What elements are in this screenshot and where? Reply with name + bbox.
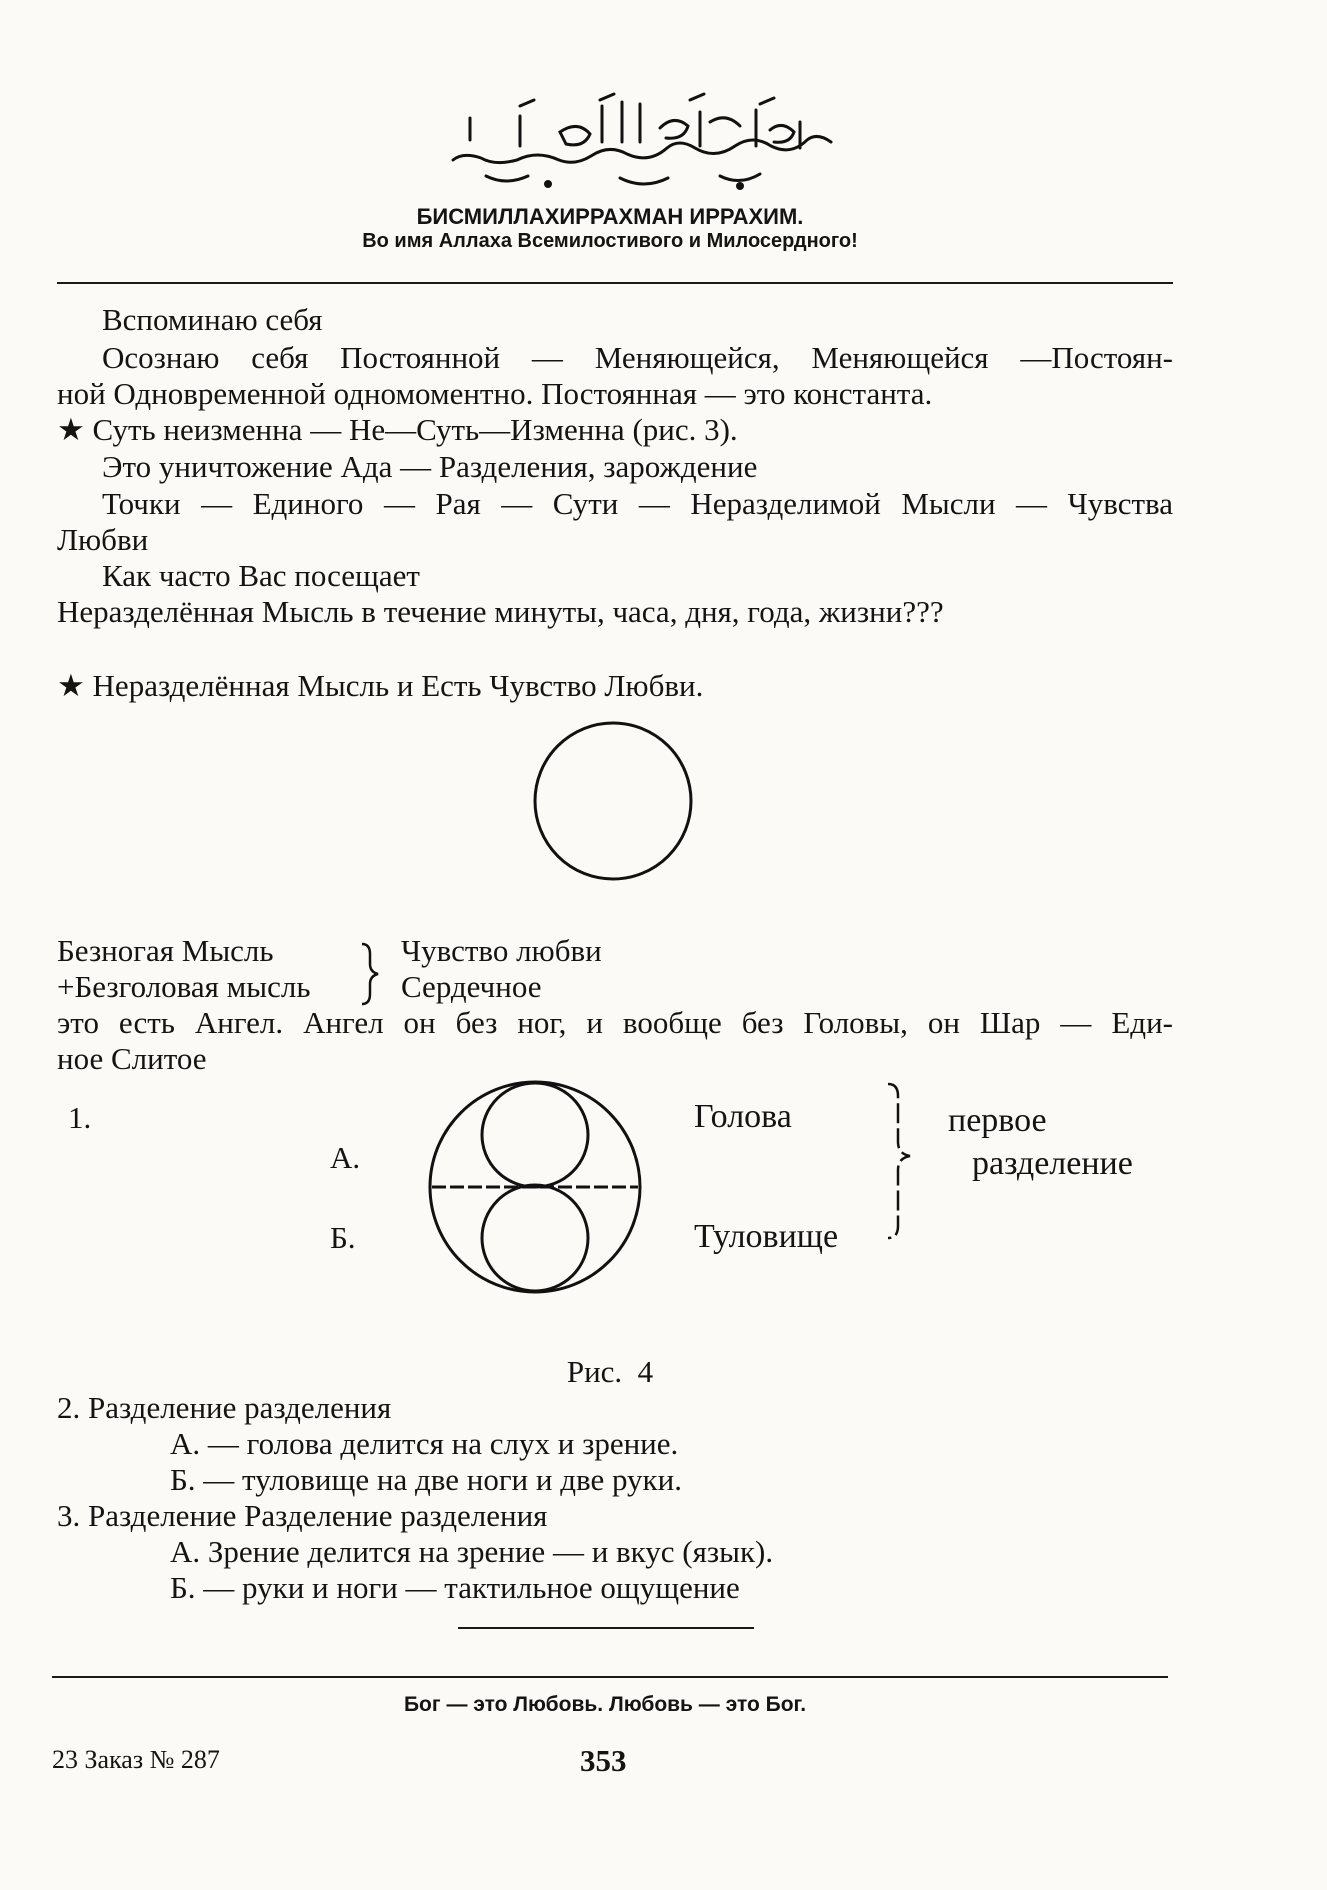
- figure-torso-label: Туловище: [694, 1218, 839, 1255]
- figure-number: 1.: [68, 1100, 92, 1135]
- bracket-left-line: Безногая Мысль: [57, 933, 274, 968]
- footer-motto: Бог — это Любовь. Любовь — это Бог.: [403, 1693, 807, 1716]
- body-line: Осознаю себя Постоянной — Меняющейся, Меняющейся —Постоян-: [102, 340, 1173, 375]
- angel-line: это есть Ангел. Ангел он без ног, и вообще без Головы, он Шар — Еди-: [57, 1005, 1173, 1040]
- section-end-rule: [458, 1627, 754, 1629]
- figure-caption: Рис. 4: [566, 1354, 654, 1389]
- list-item: Б. — туловище на две ноги и две руки.: [170, 1462, 682, 1497]
- body-line: Как часто Вас посещает: [102, 558, 420, 593]
- body-line-star: ★ Неразделённая Мысль и Есть Чувство Любви.: [57, 668, 704, 703]
- page-number: 353: [580, 1743, 627, 1778]
- list-item: А. Зрение делится на зрение — и вкус (язык).: [170, 1534, 774, 1569]
- body-line: Любви: [57, 522, 149, 557]
- list-item: 3. Разделение Разделение разделения: [57, 1498, 548, 1533]
- figure-division-label-2: разделение: [972, 1145, 1133, 1182]
- body-line: Неразделённая Мысль в течение минуты, часа, дня, года, жизни???: [57, 594, 944, 629]
- body-line-star: ★ Суть неизменна — Не—Суть—Изменна (рис. 3).: [57, 412, 738, 447]
- bracket-left-line: +Безголовая мысль: [57, 969, 311, 1004]
- figure-division-label-1: первое: [948, 1102, 1047, 1139]
- figure-label-a: А.: [330, 1140, 361, 1175]
- body-line: Вспоминаю себя: [102, 302, 323, 337]
- figure-label-b: Б.: [330, 1220, 356, 1255]
- body-line: ной Одновременной одномоментно. Постоянная — это константа.: [57, 376, 933, 411]
- header-transliteration: БИСМИЛЛАХИРРАХМАН ИРРАХИМ.: [416, 204, 804, 229]
- bracket-right-line: Чувство любви: [401, 933, 602, 968]
- bracket-right-line: Сердечное: [401, 969, 542, 1004]
- figure-head-label: Голова: [694, 1098, 792, 1135]
- body-line: Точки — Единого — Рая — Сути — Неразделимой Мысли — Чувства: [102, 486, 1173, 521]
- list-item: 2. Разделение разделения: [57, 1390, 392, 1425]
- footer-divider: [52, 1676, 1168, 1678]
- list-item: Б. — руки и ноги — тактильное ощущение: [170, 1570, 740, 1605]
- angel-line: ное Слитое: [57, 1041, 207, 1076]
- print-order-number: 23 Заказ № 287: [52, 1745, 220, 1774]
- header-translation: Во имя Аллаха Всемилостивого и Милосердного!: [362, 230, 858, 252]
- list-item: А. — голова делится на слух и зрение.: [170, 1426, 679, 1461]
- body-line: Это уничтожение Ада — Разделения, зарождение: [102, 449, 758, 484]
